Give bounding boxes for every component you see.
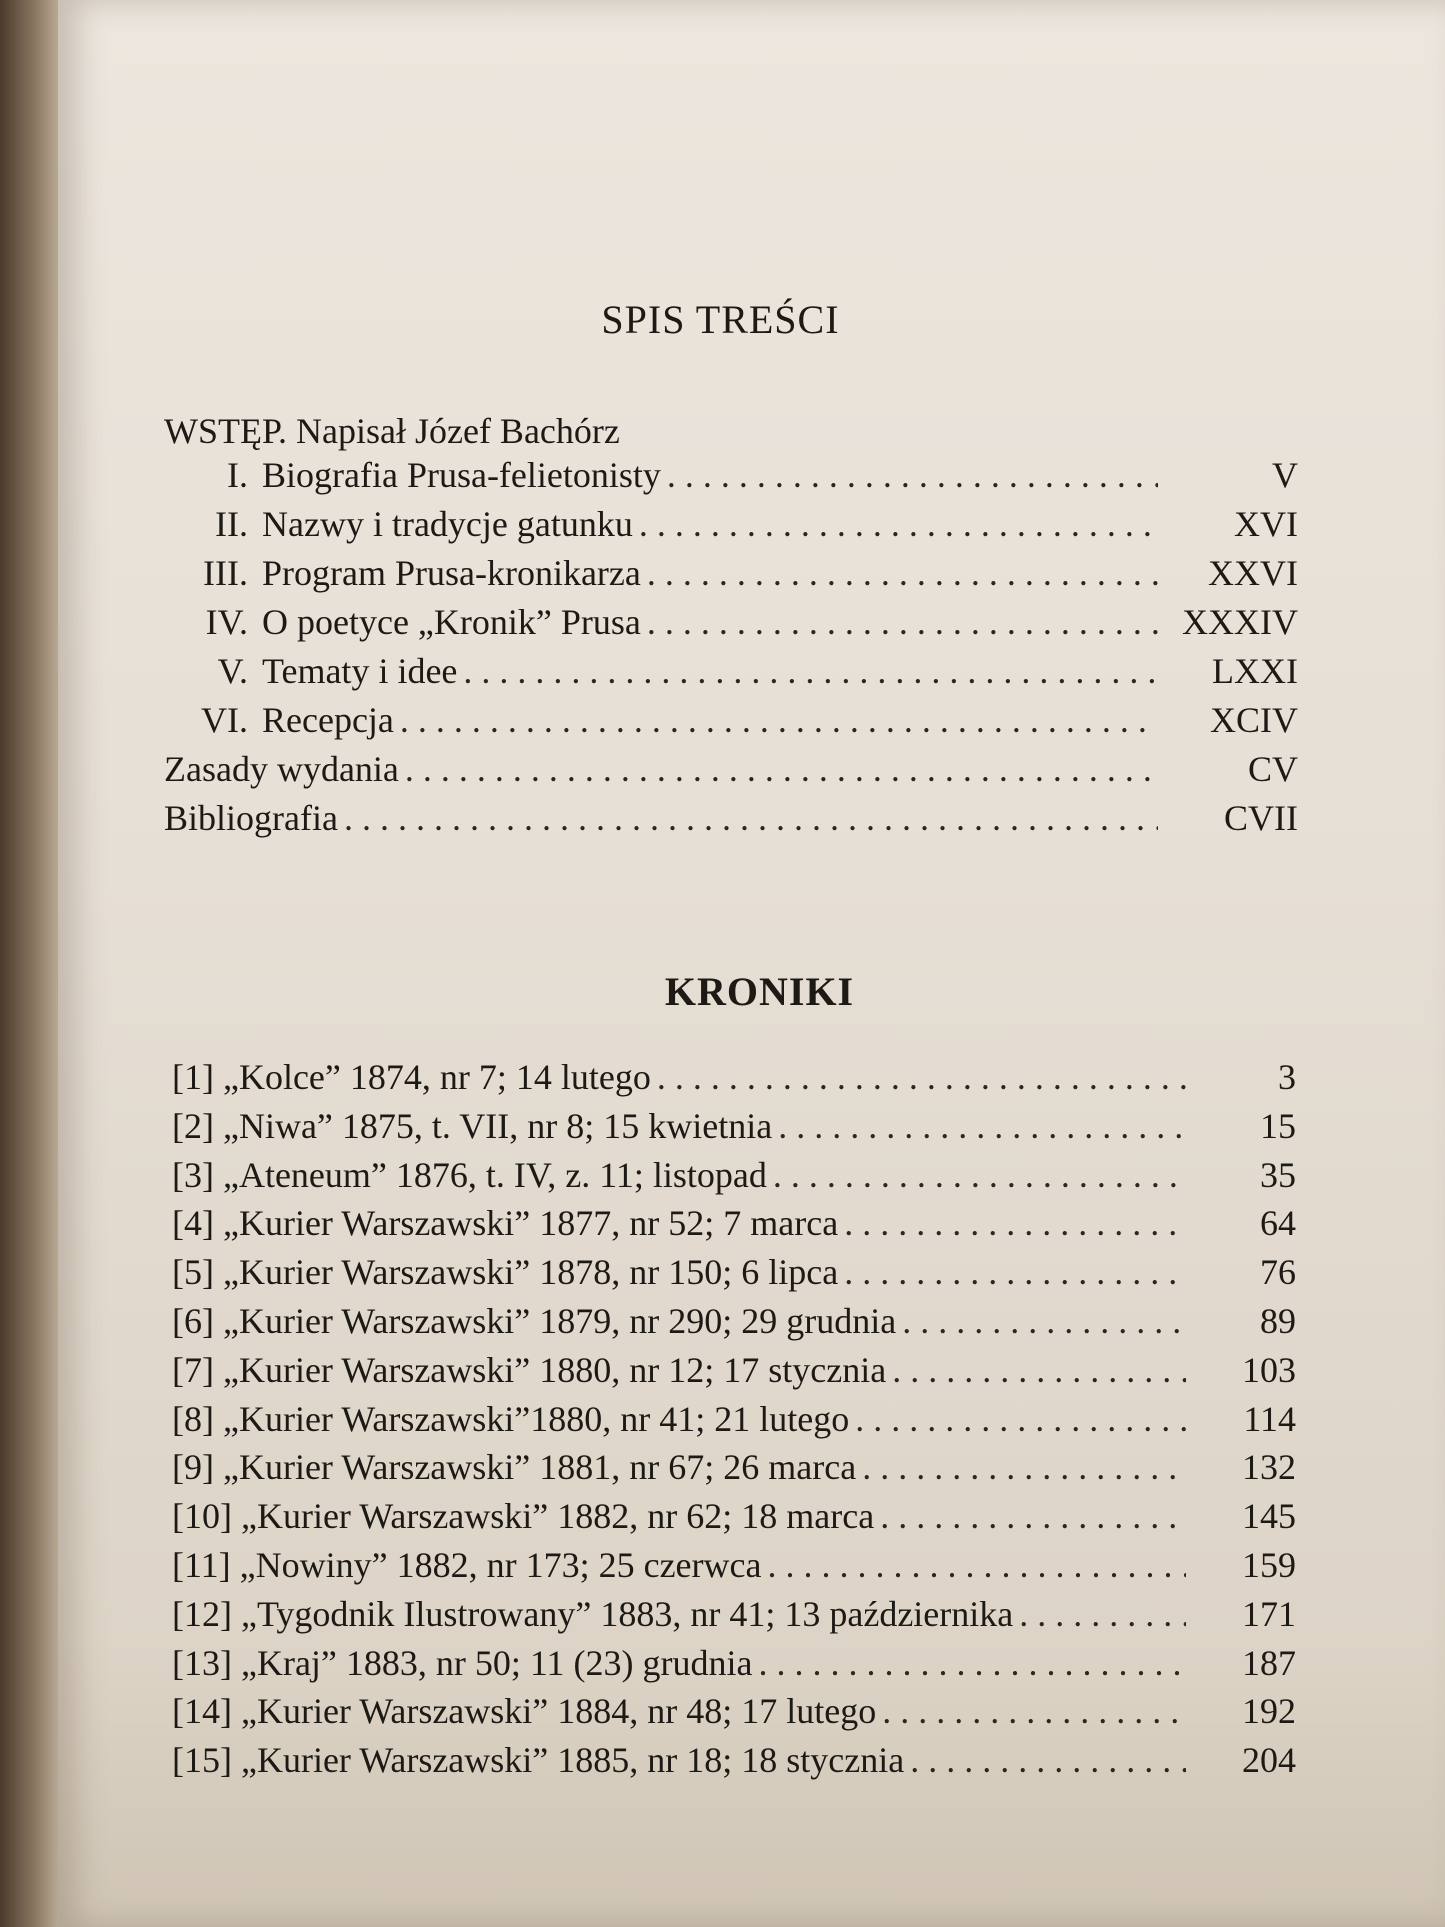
entry-page-number: 103 (1242, 1349, 1296, 1390)
entry-title: Program Prusa-kronikarza (262, 553, 641, 593)
entry-title: [12] „Tygodnik Ilustrowany” 1883, nr 41; 13 października (172, 1593, 1014, 1634)
dot-leader (647, 601, 1158, 643)
entry-page-number: 132 (1242, 1447, 1296, 1488)
toc-entry (180, 552, 1298, 598)
dot-leader (855, 1398, 1186, 1440)
dot-leader (344, 797, 1158, 839)
entry-title: [6] „Kurier Warszawski” 1879, nr 290; 29 grudnia (172, 1301, 897, 1341)
entry-title: [3] „Ateneum” 1876, t. IV, z. 11; listopad (172, 1154, 767, 1195)
entry-title: Tematy i idee (262, 651, 458, 691)
toc-entry (180, 454, 1298, 500)
toc-entry (180, 699, 1298, 745)
entry-title: [7] „Kurier Warszawski” 1880, nr 12; 17 stycznia (172, 1349, 887, 1390)
entry-number: II. (215, 504, 248, 544)
dot-leader (892, 1349, 1186, 1391)
dot-leader (657, 1056, 1186, 1098)
dot-leader (844, 1202, 1186, 1244)
entry-title: Biografia Prusa-felietonisty (262, 455, 661, 495)
entry-page-number: LXXI (1212, 651, 1298, 691)
kronika-entry (172, 1446, 1296, 1492)
entry-page-number: 76 (1260, 1252, 1296, 1293)
kroniki-title: KRONIKI (664, 969, 855, 1014)
toc-entry (164, 797, 1298, 843)
entry-title: [15] „Kurier Warszawski” 1885, nr 18; 18 stycznia (172, 1740, 905, 1781)
entry-page-number: 192 (1242, 1691, 1296, 1732)
entry-page-number: XXVI (1208, 553, 1298, 593)
entry-page-number: XXXIV (1182, 602, 1298, 642)
entry-page-number: 15 (1260, 1105, 1296, 1146)
entry-title: [1] „Kolce” 1874, nr 7; 14 lutego (172, 1057, 651, 1097)
entry-page-number: V (1272, 455, 1298, 495)
entry-page-number: 3 (1278, 1057, 1296, 1097)
entry-title: [14] „Kurier Warszawski” 1884, nr 48; 17 lutego (172, 1691, 877, 1732)
entry-page-number: 89 (1260, 1301, 1296, 1341)
entry-title: [4] „Kurier Warszawski” 1877, nr 52; 7 marca (172, 1203, 839, 1244)
entry-page-number: 114 (1243, 1398, 1296, 1439)
entry-page-number: 64 (1260, 1203, 1296, 1244)
dot-leader (647, 552, 1158, 594)
entry-page-number: 204 (1242, 1740, 1296, 1781)
dot-leader (778, 1105, 1186, 1147)
entry-title: [2] „Niwa” 1875, t. VII, nr 8; 15 kwietnia (172, 1105, 773, 1146)
entry-title: [5] „Kurier Warszawski” 1878, nr 150; 6 lipca (172, 1252, 839, 1293)
entry-page-number: CV (1247, 749, 1298, 789)
entry-page-number: 187 (1242, 1642, 1296, 1683)
dot-leader (639, 503, 1158, 545)
entry-number: IV. (205, 602, 248, 642)
kronika-entry (172, 1739, 1296, 1785)
dot-leader (400, 699, 1158, 741)
kronika-entry (172, 1202, 1296, 1248)
kronika-entry (172, 1495, 1296, 1541)
entry-page-number: XVI (1234, 504, 1298, 544)
dot-leader (880, 1495, 1186, 1537)
entry-number: III. (203, 553, 248, 593)
kronika-entry (172, 1690, 1296, 1736)
entry-number: VI. (201, 700, 248, 740)
toc-entry (164, 748, 1298, 794)
entry-title: Nazwy i tradycje gatunku (262, 504, 633, 544)
dot-leader (759, 1642, 1187, 1684)
entry-title: O poetyce „Kronik” Prusa (262, 602, 641, 642)
dot-leader (773, 1154, 1186, 1196)
toc-entry (180, 503, 1298, 549)
book-spine (0, 0, 58, 1927)
dot-leader (667, 454, 1158, 496)
entry-title: Recepcja (262, 700, 394, 740)
entry-title: [13] „Kraj” 1883, nr 50; 11 (23) grudnia (172, 1642, 753, 1683)
dot-leader (463, 650, 1158, 692)
entry-title: Bibliografia (164, 798, 338, 838)
dot-leader (767, 1544, 1186, 1586)
entry-page-number: 159 (1242, 1545, 1296, 1585)
entry-title: Zasady wydania (164, 749, 399, 789)
entry-title: [8] „Kurier Warszawski”1880, nr 41; 21 lutego (172, 1398, 850, 1439)
entry-title: [11] „Nowiny” 1882, nr 173; 25 czerwca (172, 1545, 762, 1585)
kronika-entry (172, 1154, 1296, 1200)
toc-entry (180, 650, 1298, 696)
entry-page-number: CVII (1224, 798, 1298, 838)
entry-page-number: 35 (1260, 1154, 1296, 1195)
entry-number: I. (227, 455, 248, 495)
toc-intro: WSTĘP. Napisał Józef Bachórz (164, 411, 620, 451)
dot-leader (862, 1446, 1186, 1488)
kronika-entry (172, 1300, 1296, 1346)
kronika-entry (172, 1251, 1296, 1297)
entry-page-number: XCIV (1210, 700, 1298, 740)
entry-title: [9] „Kurier Warszawski” 1881, nr 67; 26 marca (172, 1447, 857, 1488)
kronika-entry (172, 1056, 1296, 1102)
entry-page-number: 171 (1242, 1593, 1296, 1634)
kronika-entry (172, 1105, 1296, 1151)
kronika-entry (172, 1544, 1296, 1590)
dot-leader (405, 748, 1158, 790)
kronika-entry (172, 1349, 1296, 1395)
dot-leader (882, 1690, 1186, 1732)
dot-leader (844, 1251, 1186, 1293)
dot-leader (1019, 1593, 1186, 1635)
toc-title: SPIS TREŚCI (601, 297, 840, 342)
kronika-entry (172, 1642, 1296, 1688)
kronika-entry (172, 1593, 1296, 1639)
entry-title: [10] „Kurier Warszawski” 1882, nr 62; 18 marca (172, 1496, 875, 1537)
kronika-entry (172, 1398, 1296, 1444)
toc-entry (180, 601, 1298, 647)
dot-leader (910, 1739, 1186, 1781)
entry-number: V. (217, 651, 248, 691)
entry-page-number: 145 (1242, 1496, 1296, 1537)
dot-leader (902, 1300, 1186, 1342)
